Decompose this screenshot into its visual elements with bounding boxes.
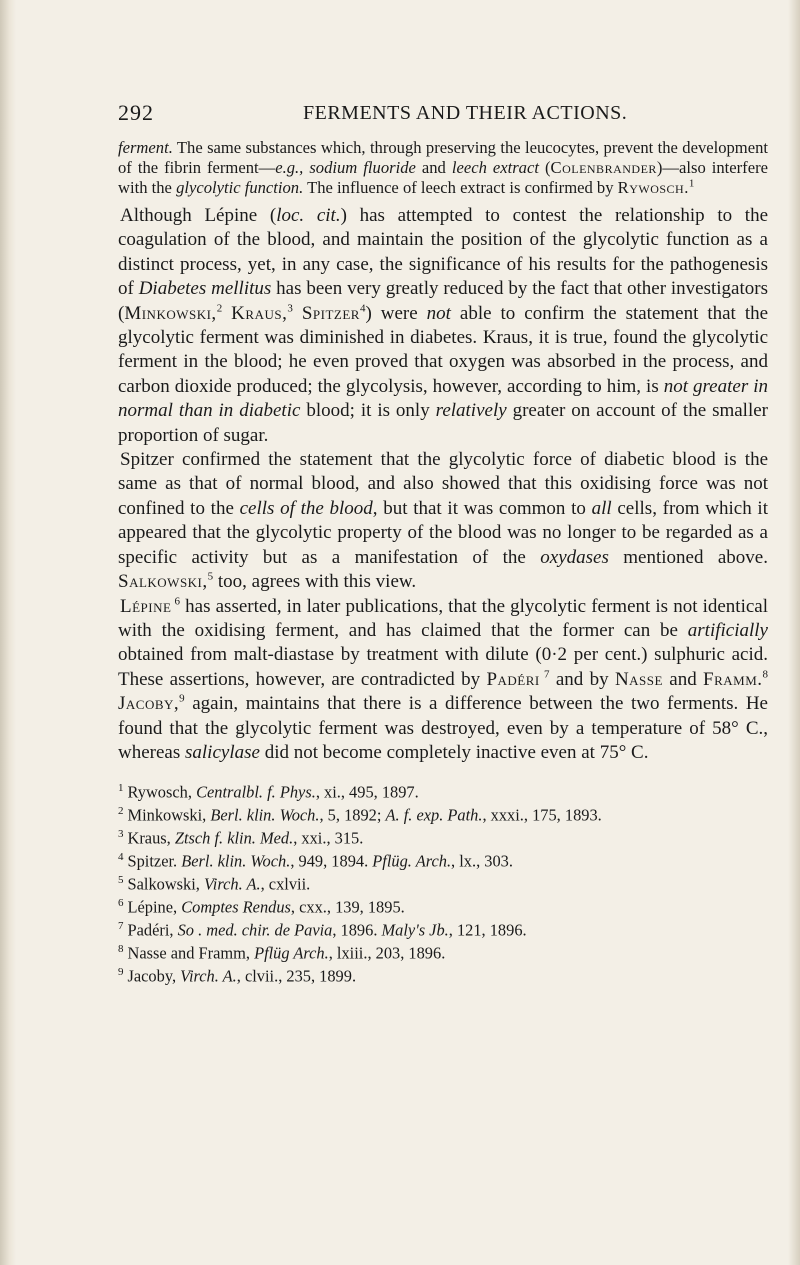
footnotes: [118, 779, 768, 986]
footnote-ref: 6: [171, 595, 181, 608]
page-edge-shadow: [788, 0, 800, 1265]
footnote: $^3$ Kraus, Ztsch f. klin. Med., xxi., 315.: [118, 828, 364, 848]
footnote: $^4$ Spitzer. Berl. klin. Woch., 949, 1894. Pflüg. Arch., lx., 303.: [118, 851, 513, 871]
footnote: $^9$ Jacoby, Virch. A., clvii., 235, 1899.: [118, 966, 357, 986]
footnote-ref: 4: [359, 302, 366, 315]
footnote: $^5$ Salkowski, Virch. A., cxlvii.: [118, 874, 311, 894]
footnote: $^8$ Nasse and Framm, Pflüg Arch., lxiii., 203, 1896.: [118, 943, 446, 963]
footnote-ref: 7: [539, 668, 550, 681]
running-title: FERMENTS AND THEIR ACTIONS.: [303, 102, 628, 124]
footnote-ref: 9: [179, 692, 185, 705]
footnote-ref: 3: [287, 302, 293, 315]
paragraph-lepine-contest: Although Lépine (loc. cit.) has attempted to contest the relationship to the coagulation of the blood, and maintain the position of the glycolytic function as a distinct process, yet, in any case, the significance of his results for the pathogenesis of Diabetes mellitus has been very greatly reduced by the fact that other investigators (Minkowski,$^2$ Kraus,$^3$ Spitzer$^4$) were not able to confirm the statement that the glycolytic ferment was diminished in diabetes. Kraus, it is true, found the glycolytic ferment in the blood; he even proved that oxygen was absorbed in the process, and carbon dioxide produced; the glycolysis, however, according to him, is not greater in normal than in diabetic blood; it is only relatively greater on account of the smaller proportion of sugar.: [118, 205, 769, 446]
footnote: $^1$ Rywosch, Centralbl. f. Phys., xi., 495, 1897.: [118, 782, 419, 802]
running-head: [118, 100, 758, 130]
footnote-ref: 2: [216, 302, 223, 315]
intro-paragraph: ferment. The same substances which, through preserving the leucocytes, prevent the development of the fibrin ferment—e.g., sodium fluoride and leech extract (Colenbrander)—also interfere with the glycolytic function. The influence of leech extract is confirmed by Rywosch.$^1$: [118, 138, 768, 197]
paragraph-spitzer: Spitzer confirmed the statement that the glycolytic force of diabetic blood is the same as that of normal blood, and also showed that this oxidising force was not confined to the cells of the blood, but that it was common to all cells, from which it appeared that the glycolytic property of the blood was no longer to be regarded as a specific activity but as a manifestation of the oxydases mentioned above. Salkowski,$^5$ too, agrees with this view.: [118, 449, 768, 593]
footnote-ref: 5: [207, 570, 214, 583]
footnote: $^2$ Minkowski, Berl. klin. Woch., 5, 1892; A. f. exp. Path., xxxi., 175, 1893.: [118, 805, 602, 825]
footnote-ref: 8: [762, 668, 769, 681]
footnote: $^6$ Lépine, Comptes Rendus, cxx., 139, 1895.: [118, 897, 405, 917]
page-gutter-shadow: [0, 0, 16, 1265]
footnote: $^7$ Padéri, So . med. chir. de Pavia, 1896. Maly's Jb., 121, 1896.: [118, 920, 527, 940]
footnote-ref: 1: [688, 177, 695, 190]
body-text: [118, 138, 768, 986]
page-number: 292: [118, 100, 154, 125]
paragraph-lepine-asserted: Lépine $^6$ has asserted, in later publications, that the glycolytic ferment is not identical with the oxidising ferment, and has claimed that the former can be artificially obtained from malt-diastase by treatment with dilute (0·2 per cent.) sulphuric acid. These assertions, however, are contradicted by Padéri $^7$ and by Nasse and Framm.$^8$ Jacoby,$^9$ again, maintains that there is a difference between the two ferments. He found that the glycolytic ferment was destroyed, even by a temperature of 58° C., whereas salicylase did not become completely inactive even at 75° C.: [118, 595, 769, 763]
